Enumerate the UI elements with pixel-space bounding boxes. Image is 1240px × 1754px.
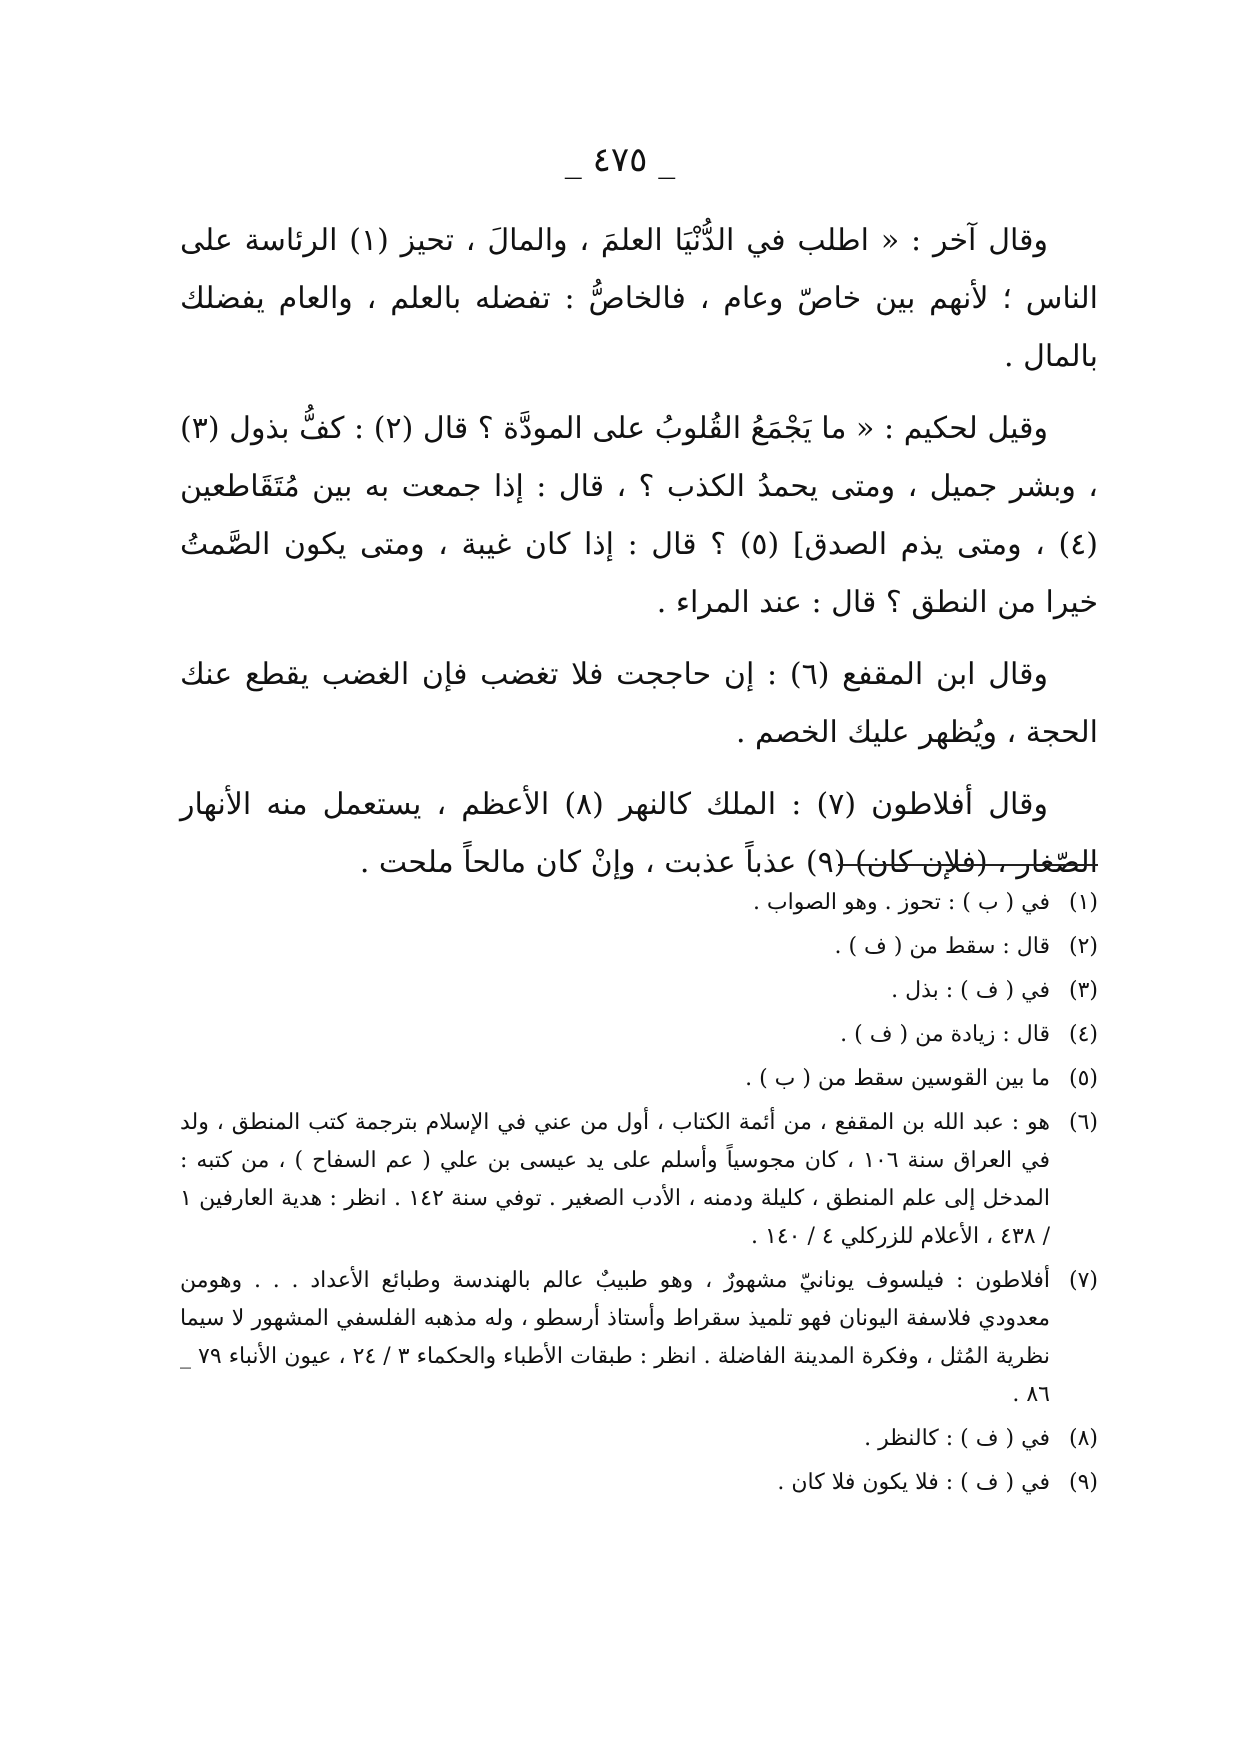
footnote-number: (٥) [1068, 1066, 1098, 1091]
footnote-text: في ( ف ) : فلا يكون فلا كان . [777, 1470, 1050, 1495]
footnote-number: (١) [1068, 890, 1098, 915]
page-number: _ ٤٧٥ _ [564, 140, 676, 180]
footnote-7 [180, 1262, 1098, 1414]
footnote-number: (٩) [1068, 1470, 1098, 1495]
footnote-8 [180, 1420, 1098, 1458]
paragraph-1: وقال آخر : « اطلب في الدُّنْيَا العلمَ ، والمالَ ، تحيز (١) الرئاسة على الناس ؛ لأنهم بين خاصّ وعام ، فالخاصُّ : تفضله بالعلم ، والعام يفضلك بالمال . [180, 223, 1098, 374]
footnote-number: (٦) [1068, 1110, 1098, 1135]
paragraph-4: وقال أفلاطون (٧) : الملك كالنهر (٨) الأعظم ، يستعمل منه الأنهار الصّغار ، (فلإن كان) (٩) عذباً عذبت ، وإنْ كان مالحاً ملحت . [180, 787, 1098, 880]
footnote-text: قال : سقط من ( ف ) . [834, 934, 1050, 959]
footnote-4 [180, 1016, 1098, 1054]
footnote-text: أفلاطون : فيلسوف يونانيّ مشهورٌ ، وهو طبيبٌ عالم بالهندسة وطبائع الأعداد . . . وهومن معدودي فلاسفة اليونان فهو تلميذ سقراط وأستاذ أرسطو ، وله مذهبه الفلسفي المشهور لا سيما نظرية المُثل ، وفكرة المدينة الفاضلة . انظر : طبقات الأطباء والحكماء ٣ / ٢٤ ، عيون الأنباء ٧٩ _ ٨٦ . [180, 1268, 1050, 1407]
main-text [180, 212, 1098, 906]
footnote-2 [180, 928, 1098, 966]
footnote-text: في ( ف ) : كالنظر . [864, 1426, 1050, 1451]
footnote-text: قال : زيادة من ( ف ) . [840, 1022, 1050, 1047]
paragraph-2: وقيل لحكيم : « ما يَجْمَعُ القُلوبُ على المودَّة ؟ قال (٢) : كفُّ بذول (٣) ، وبشر جميل ، ومتى يحمدُ الكذب ؟ ، قال : إذا جمعت به بين مُتَقَاطعين (٤) ، ومتى يذم الصدق] (٥) ؟ قال : إذا كان غيبة ، ومتى يكون الصَّمتُ خيرا من النطق ؟ قال : عند المراء . [180, 411, 1098, 620]
paragraph-3: وقال ابن المقفع (٦) : إن حاججت فلا تغضب فإن الغضب يقطع عنك الحجة ، ويُظهر عليك الخصم . [180, 657, 1098, 750]
footnote-6 [180, 1104, 1098, 1256]
footnote-number: (٢) [1068, 934, 1098, 959]
footnote-number: (٣) [1068, 978, 1098, 1003]
footnote-5 [180, 1060, 1098, 1098]
footnote-text: ما بين القوسين سقط من ( ب ) . [745, 1066, 1050, 1091]
footnote-separator [838, 864, 1098, 866]
footnote-number: (٧) [1068, 1268, 1098, 1293]
footnote-9 [180, 1464, 1098, 1502]
footnote-3 [180, 972, 1098, 1010]
footnote-1 [180, 884, 1098, 922]
footnote-number: (٤) [1068, 1022, 1098, 1047]
footnote-number: (٨) [1068, 1426, 1098, 1451]
footnote-text: في ( ب ) : تحوز . وهو الصواب . [752, 890, 1050, 915]
footnote-text: هو : عبد الله بن المقفع ، من أئمة الكتاب ، أول من عني في الإسلام بترجمة كتب المنطق ، ولد في العراق سنة ١٠٦ ، كان مجوسياً وأسلم على يد عيسى بن علي ( عم السفاح ) ، من كتبه : المدخل إلى علم المنطق ، كليلة ودمنه ، الأدب الصغير . توفي سنة ١٤٢ . انظر : هدية العارفين ١ / ٤٣٨ ، الأعلام للزركلي ٤ / ١٤٠ . [180, 1110, 1051, 1249]
footnotes [180, 884, 1098, 1508]
footnote-text: في ( ف ) : بذل . [891, 978, 1050, 1003]
